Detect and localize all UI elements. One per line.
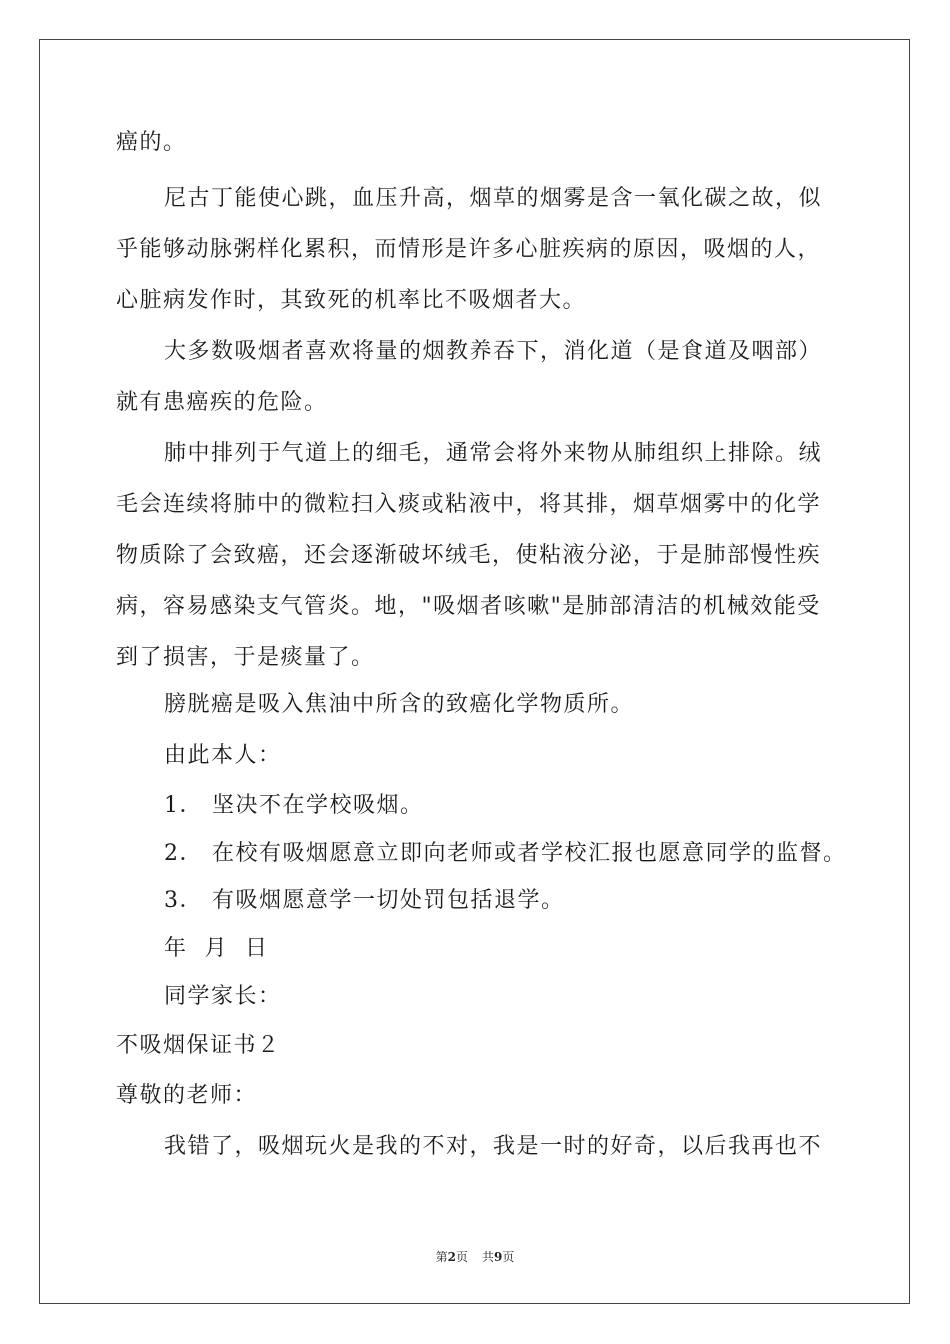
- paragraph-start: 膀胱癌是吸入焦油中所含的致癌化学物质所。: [164, 692, 635, 717]
- list-text: 在校有吸烟愿意立即向老师或者学校汇报也愿意同学的监督。: [212, 841, 847, 866]
- paragraph-start: 由此本人：: [164, 743, 282, 768]
- text-line: 癌的。: [116, 130, 187, 155]
- page-footer: [0, 1248, 950, 1265]
- list-number: 3．: [164, 888, 203, 913]
- list-number: 1．: [164, 793, 203, 818]
- parent-signature-line: 同学家长：: [164, 984, 282, 1009]
- text-line: 物质除了会致癌，还会逐渐破坏绒毛，使粘液分泌，于是肺部慢性疾: [116, 543, 822, 568]
- list-item: [164, 886, 565, 916]
- paragraph-start: 肺中排列于气道上的细毛，通常会将外来物从肺组织上排除。绒: [164, 441, 823, 466]
- text-line: 心脏病发作时，其致死的机率比不吸烟者大。: [116, 288, 587, 313]
- text-line: 就有患癌疾的危险。: [116, 390, 328, 415]
- paragraph-start: 我错了，吸烟玩火是我的不对，我是一时的好奇，以后我再也不: [164, 1134, 823, 1159]
- total-pages: 9: [494, 1250, 503, 1264]
- list-number: 2．: [164, 841, 203, 866]
- page-label-prefix: 第: [435, 1250, 448, 1264]
- total-label-prefix: 共: [482, 1250, 495, 1264]
- text-line: 到了损害，于是痰量了。: [116, 645, 375, 670]
- list-text: 坚决不在学校吸烟。: [212, 793, 424, 818]
- page-number: 2: [447, 1250, 456, 1264]
- list-item: [164, 839, 847, 869]
- section-title: 不吸烟保证书２: [116, 1033, 281, 1058]
- page-label-suffix: 页: [455, 1250, 468, 1264]
- paragraph-start: 大多数吸烟者喜欢将量的烟教养吞下，消化道（是食道及咽部）: [164, 339, 823, 364]
- text-line: 乎能够动脉粥样化累积，而情形是许多心脏疾病的原因，吸烟的人，: [116, 237, 822, 262]
- list-text: 有吸烟愿意学一切处罚包括退学。: [212, 888, 565, 913]
- salutation: 尊敬的老师：: [116, 1083, 258, 1108]
- date-line: 年 月 日: [164, 936, 269, 961]
- text-line: 毛会连续将肺中的微粒扫入痰或粘液中，将其排，烟草烟雾中的化学: [116, 492, 822, 517]
- total-label-suffix: 页: [502, 1250, 515, 1264]
- list-item: [164, 791, 424, 821]
- paragraph-start: 尼古丁能使心跳，血压升高，烟草的烟雾是含一氧化碳之故，似: [164, 186, 823, 211]
- text-line: 病，容易感染支气管炎。地，"吸烟者咳嗽"是肺部清洁的机械效能受: [116, 594, 821, 619]
